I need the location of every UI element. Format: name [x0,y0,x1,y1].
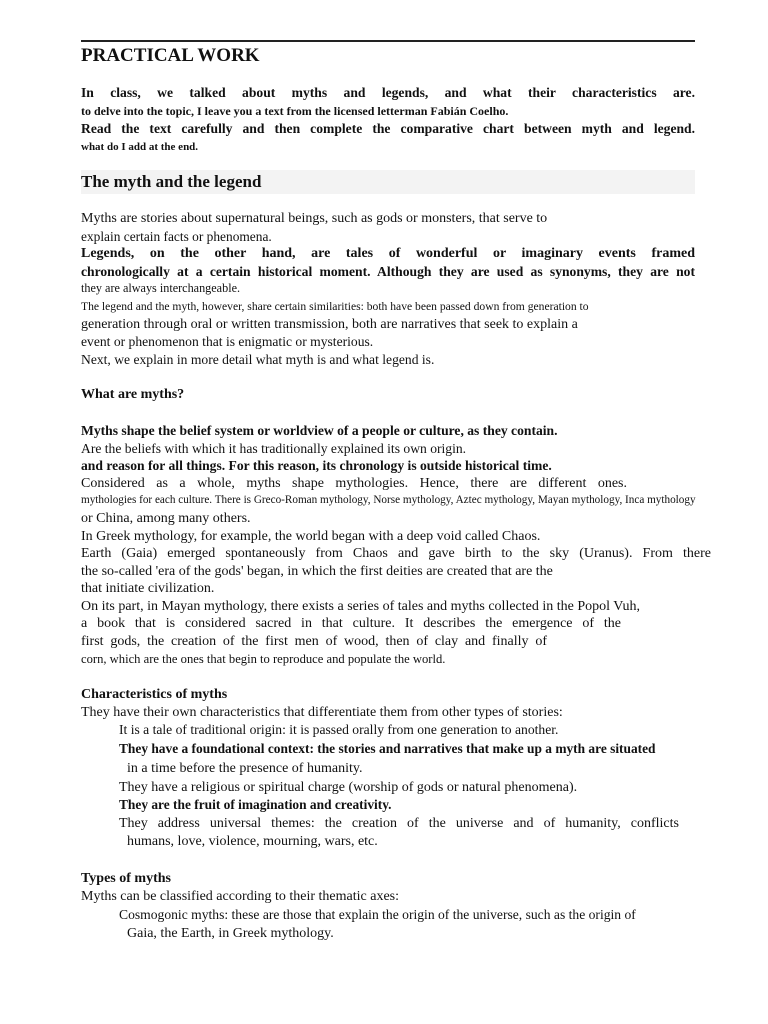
body-line: event or phenomenon that is enigmatic or mysterious. [81,334,374,350]
subheading: Characteristics of myths [81,687,228,703]
intro-line: In class, we talked about myths and legends, and what their characteristics are. [81,85,695,100]
subheading: Types of myths [81,871,171,887]
body-line: Legends, on the other hand, are tales of wonderful or imaginary events framed [81,246,695,262]
body-paragraph [81,210,761,368]
list-item [81,906,761,925]
intro-paragraph [81,84,761,156]
subheading: What are myths? [81,387,185,403]
list-item [81,815,761,833]
list-item [81,779,761,797]
intro-line: Read the text carefully and then complete the comparative chart between myth and legend. [81,121,695,136]
body-line: On its part, in Mayan mythology, there exists a series of tales and myths collected in the Popol Vuh, [81,598,641,614]
list-item-continuation: humans, love, violence, mourning, wars, etc. [127,834,378,850]
body-line: a book that is considered sacred in that culture. It describes the emergence of the [81,616,621,632]
body-line: Are the beliefs with which it has traditionally explained its own origin. [81,440,467,456]
intro-line: what do I add at the end. [81,141,199,153]
list-item [81,796,761,815]
list-item-text: They have a foundational context: the stories and narratives that make up a myth are situated [119,741,656,757]
body-line: or China, among many others. [81,510,251,526]
body-line: In Greek mythology, for example, the world began with a deep void called Chaos. [81,528,541,544]
types-list [81,888,761,944]
body-line: chronologically at a certain historical moment. Although they are used as synonyms, they are not [81,263,695,279]
body-line: they are always interchangeable. [81,281,241,296]
list-item-text: They are the fruit of imagination and creativity. [119,797,392,813]
list-intro: They have their own characteristics that differentiate them from other types of stories: [81,704,563,720]
page-title: PRACTICAL WORK [81,45,260,66]
body-line: mythologies for each culture. There is Greco-Roman mythology, Norse mythology, Aztec mythology, Mayan mythology, Inca mythology [81,494,696,507]
list-item [81,740,761,759]
list-item-text: Cosmogonic myths: these are those that explain the origin of the universe, such as the origin of [119,906,636,922]
body-line: generation through oral or written transmission, both are narratives that seek to explain a [81,316,578,332]
list-item [81,721,761,740]
body-line: corn, which are the ones that begin to reproduce and populate the world. [81,651,446,666]
body-line: The legend and the myth, however, share certain similarities: both have been passed down from generation to [81,299,589,313]
section-heading: The myth and the legend [81,170,695,194]
document-page [81,44,761,944]
body-line: Myths shape the belief system or worldview of a people or culture, as they contain. [81,422,558,438]
list-item-continuation: in a time before the presence of humanity. [127,760,363,776]
characteristics-list [81,704,761,853]
list-item-text: It is a tale of traditional origin: it is passed orally from one generation to another. [119,722,559,738]
body-line: and reason for all things. For this reason, its chronology is outside historical time. [81,458,552,474]
body-line: Considered as a whole, myths shape mythologies. Hence, there are different ones. [81,475,627,491]
body-line: first gods, the creation of the first men of wood, then of clay and finally of [81,634,547,650]
body-line: that initiate civilization. [81,581,215,597]
body-line: explain certain facts or phenomena. [81,228,272,244]
body-line: Earth (Gaia) emerged spontaneously from Chaos and gave birth to the sky (Uranus). From there [81,546,711,562]
body-line: the so-called 'era of the gods' began, in which the first deities are created that are the [81,563,553,579]
body-line: Next, we explain in more detail what myth is and what legend is. [81,351,435,367]
body-line: Myths are stories about supernatural beings, such as gods or monsters, that serve to [81,211,548,226]
body-paragraph [81,422,761,668]
list-item-text: They have a religious or spiritual charge (worship of gods or natural phenomena). [119,779,578,795]
list-item-continuation: Gaia, the Earth, in Greek mythology. [127,926,334,942]
intro-line: to delve into the topic, I leave you a text from the licensed letterman Fabián Coelho. [81,104,509,118]
list-item-text: They address universal themes: the creation of the universe and of humanity, conflicts [119,815,679,831]
list-intro: Myths can be classified according to their thematic axes: [81,889,400,904]
top-rule [81,40,695,42]
